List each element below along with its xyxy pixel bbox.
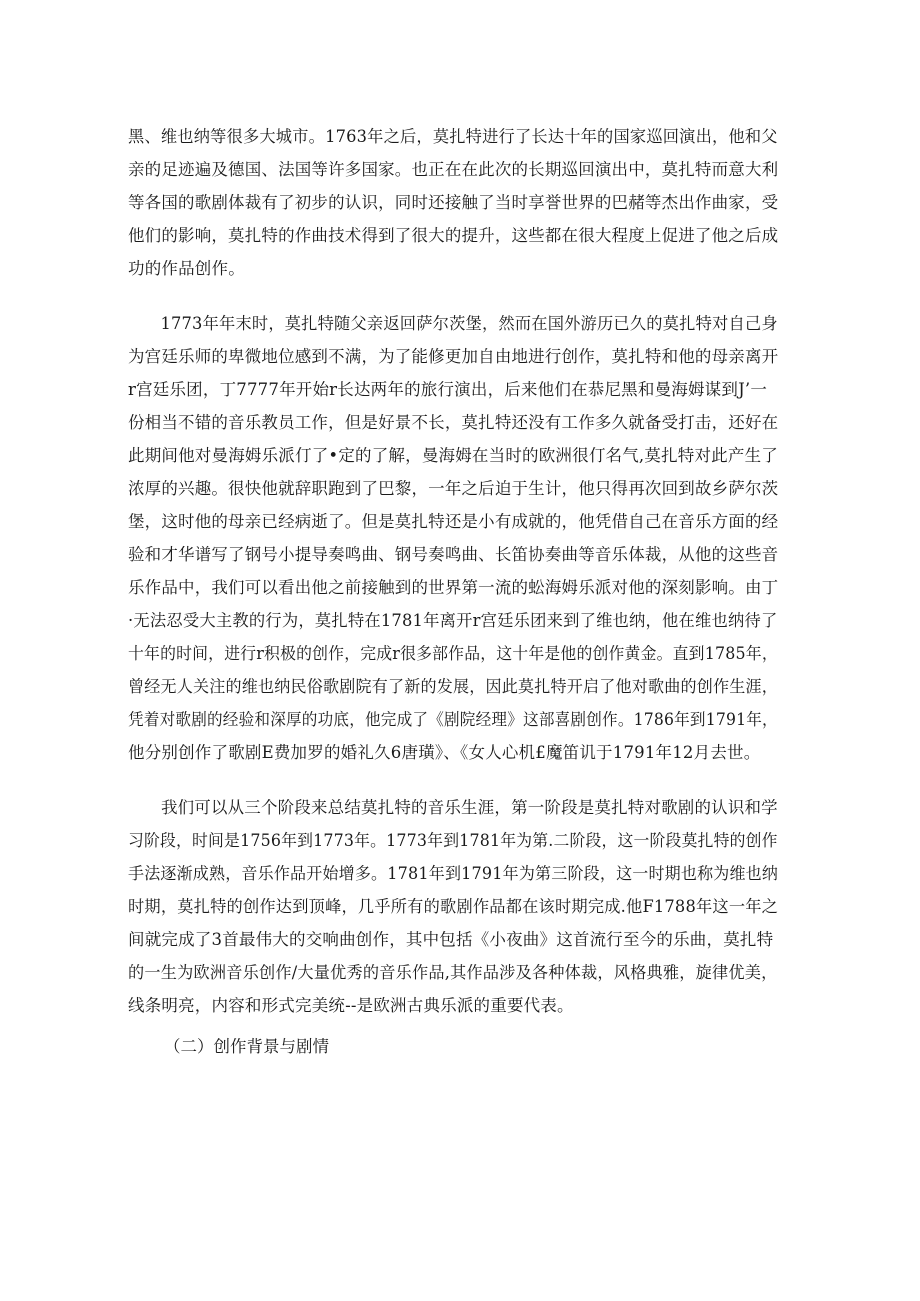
text-line: r宫廷乐团，丁7777年开始r长达两年的旅行演出，后来他们在恭尼黑和曼海姆谋到J’一 [128, 380, 768, 399]
text-line: 乐作品中，我们可以看出他之前接触到的世界第一流的蚣海姆乐派对他的深刻影响。由丁 [128, 578, 779, 597]
text-line: 亲的足迹遍及德国、法国等许多国家。也正在在此次的长期巡回演出中，莫扎特而意大利 [128, 160, 779, 179]
section-heading: （二）创作背景与剧情 [164, 1037, 329, 1056]
text-line: 黑、维也纳等很多大城市。1763年之后，莫扎特进行了长达十年的国家巡回演出，他和父 [128, 127, 778, 146]
text-line: 份相当不错的音乐教员工作，但是好景不长，莫扎特还没有工作多久就备受打击，还好在 [128, 413, 779, 432]
text-line: 凭着对歌剧的经验和深厚的功底，他完成了《剧院经理》这部喜剧创作。1786年到1791年， [128, 710, 778, 729]
text-line: 等各国的歌剧体裁有了初步的认识，同时还接触了当时享誉世界的巴赭等杰出作曲家，受 [128, 193, 779, 212]
paragraph-3 [128, 791, 778, 1022]
text-line: 间就完成了3首最伟大的交响曲创作，其中包括《小夜曲》这首流行至今的乐曲，莫扎特 [128, 930, 774, 949]
text-line: 手法逐渐成熟，音乐作品开始增多。1781年到1791年为第三阶段，这一时期也称为维也纳 [128, 864, 779, 883]
paragraph-1 [128, 120, 778, 285]
text-line: ·无法忍受大主教的行为，莫扎特在1781年离开r宫廷乐团来到了维也纳，他在维也纳待了 [128, 611, 778, 630]
text-line: 习阶段，时间是1756年到1773年。1773年到1781年为第.二阶段，这一阶段莫扎特的创作 [128, 831, 778, 850]
text-line: 我们可以从三个阶段来总结莫扎特的音乐生涯，第一阶段是莫扎特对歌剧的认识和学 [160, 798, 778, 817]
text-line: 为宫廷乐师的卑微地位感到不满，为了能修更加自由地进行创作，莫扎特和他的母亲离开 [128, 347, 779, 366]
text-line: 浓厚的兴趣。很快他就辞职跑到了巴黎，一年之后迫于生计，他只得再次回到故乡萨尔茨 [128, 479, 779, 498]
text-line: 此期间他对曼海姆乐派仃了•定的了解，曼海姆在当时的欧洲很仃名气,莫扎特对此产生了 [128, 446, 778, 465]
text-line: 验和才华谱写了钢号小提导奏鸣曲、钢号奏鸣曲、长笛协奏曲等音乐体裁，从他的这些音 [128, 545, 779, 564]
text-line: 时期，莫扎特的创作达到顶峰，几乎所有的歌剧作品都在该时期完成.他F1788年这一年之 [128, 897, 779, 916]
text-line: 十年的时间，进行r积极的创作，完成r很多部作品，这十年是他的创作黄金。直到1785年， [128, 644, 778, 663]
text-line: 他们的影响，莫扎特的作曲技术得到了很大的提升，这些都在很大程度上促进了他之后成 [128, 226, 779, 245]
text-line: 他分别创作了歌剧E费加罗的婚礼久6唐璜》、《女人心机£魔笛讥于1791年12月去世。 [128, 743, 761, 762]
paragraph-2 [128, 307, 778, 769]
text-line: 堡，这时他的母亲已经病逝了。但是莫扎特还是小有成就的，他凭借自己在音乐方面的经 [128, 512, 779, 531]
body-text [128, 120, 778, 1063]
text-line: 1773年年末时，莫扎特随父亲返回萨尔茨堡，然而在国外游历已久的莫扎特对自己身 [160, 314, 778, 333]
text-line: 的一生为欧洲音乐创作/大量优秀的音乐作品,其作品涉及各种体裁，风格典雅，旋律优美， [128, 963, 778, 982]
text-line: 功的作品创作。 [128, 259, 245, 278]
text-line: 线条明亮，内容和形式完美统--是欧洲古典乐派的重要代表。 [128, 996, 574, 1015]
text-line: 曾经无人关注的维也纳民俗歌剧院有了新的发展，因此莫扎特开启了他对歌曲的创作生涯， [128, 677, 778, 696]
